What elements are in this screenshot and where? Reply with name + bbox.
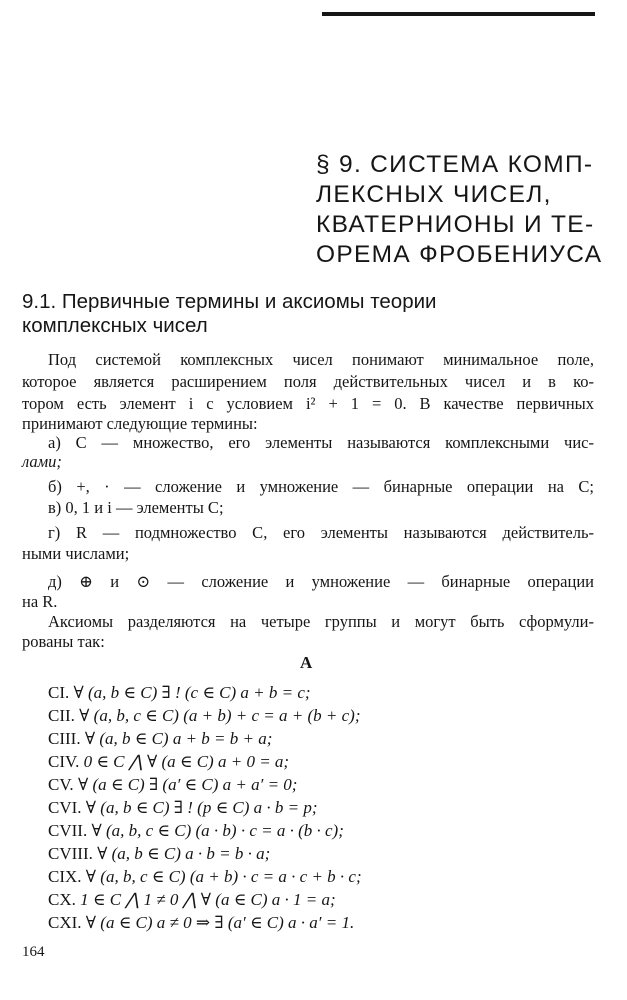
axiom-label: CIX.	[48, 867, 82, 886]
axiom-row	[48, 797, 318, 819]
axiom-label: CVII.	[48, 821, 88, 840]
chapter-title-line: ОРЕМА ФРОБЕНИУСА	[316, 241, 603, 268]
chapter-title-line: § 9. СИСТЕМА КОМП-	[316, 151, 594, 178]
header-rule	[322, 12, 595, 16]
term-item: д) ⊕ и ⊙ — сложение и умножение — бинарные операции	[48, 572, 594, 591]
axiom-row	[48, 774, 297, 796]
text-line: Под системой комплексных чисел понимают минимальное поле,	[48, 350, 594, 369]
text-line: рованы так:	[22, 632, 105, 651]
axiom-label: CIV.	[48, 752, 80, 771]
axiom-formula: ∀ (a, b ∈ C) ∃ ! (c ∈ C) a + b = c;	[73, 683, 311, 702]
axiom-row	[48, 912, 354, 934]
section-title-line: комплексных чисел	[22, 314, 208, 337]
axiom-row	[48, 820, 344, 842]
axiom-row	[48, 889, 336, 911]
axiom-formula: ∀ (a, b ∈ C) a + b = b + a;	[84, 729, 273, 748]
axiom-label: CIII.	[48, 729, 81, 748]
axiom-formula: ∀ (a ∈ C) ∃ (a′ ∈ C) a + a′ = 0;	[77, 775, 298, 794]
axiom-row	[48, 728, 272, 750]
axiom-formula: ∀ (a, b, c ∈ C) (a · b) · c = a · (b · c);	[91, 821, 344, 840]
text-line: Аксиомы разделяются на четыре группы и могут быть сформули-	[48, 612, 594, 631]
axiom-group-label: A	[300, 653, 313, 672]
axiom-formula: ∀ (a ∈ C) a ≠ 0 ⇒ ∃ (a′ ∈ C) a · a′ = 1.	[85, 913, 355, 932]
chapter-title	[316, 150, 606, 270]
axiom-label: CII.	[48, 706, 75, 725]
axiom-row	[48, 843, 270, 865]
axiom-row	[48, 866, 362, 888]
page-number: 164	[22, 944, 45, 960]
term-item-cont: лами;	[22, 452, 62, 471]
text-line: которое является расширением поля действительных чисел и в ко-	[22, 372, 594, 391]
section-title	[22, 290, 602, 338]
text-line: тором есть элемент i с условием i² + 1 = 0. В качестве первичных	[22, 394, 594, 413]
section-title-line: 9.1. Первичные термины и аксиомы теории	[22, 290, 437, 313]
term-item: б) +, · — сложение и умножение — бинарные операции на C;	[48, 477, 594, 496]
axiom-label: CVIII.	[48, 844, 93, 863]
axiom-label: CV.	[48, 775, 74, 794]
axiom-label: CX.	[48, 890, 76, 909]
axiom-formula: ∀ (a, b ∈ C) a · b = b · a;	[97, 844, 271, 863]
term-item-cont: на R.	[22, 592, 58, 611]
axiom-formula: 0 ∈ C ⋀ ∀ (a ∈ C) a + 0 = a;	[83, 752, 290, 771]
chapter-title-line: ЛЕКСНЫХ ЧИСЕЛ,	[316, 181, 552, 208]
term-item: в) 0, 1 и i — элементы C;	[48, 498, 224, 517]
term-item: а) C — множество, его элементы называются комплексными чис-	[48, 433, 594, 452]
axiom-label: CVI.	[48, 798, 82, 817]
term-item-cont: ными числами;	[22, 544, 130, 563]
axiom-formula: ∀ (a, b, c ∈ C) (a + b) + c = a + (b + c);	[79, 706, 361, 725]
axiom-row	[48, 682, 311, 704]
axiom-label: CXI.	[48, 913, 82, 932]
axiom-row	[48, 751, 289, 773]
axiom-formula: ∀ (a, b, c ∈ C) (a + b) · c = a · c + b · c;	[85, 867, 362, 886]
axiom-formula: 1 ∈ C ⋀ 1 ≠ 0 ⋀ ∀ (a ∈ C) a · 1 = a;	[80, 890, 336, 909]
term-item: г) R — подмножество C, его элементы называются действитель-	[48, 523, 594, 542]
axiom-label: CI.	[48, 683, 70, 702]
axiom-formula: ∀ (a, b ∈ C) ∃ ! (p ∈ C) a · b = p;	[85, 798, 318, 817]
text-line: принимают следующие термины:	[22, 414, 258, 433]
chapter-title-line: КВАТЕРНИОНЫ И ТЕ-	[316, 211, 595, 238]
axiom-row	[48, 705, 360, 727]
